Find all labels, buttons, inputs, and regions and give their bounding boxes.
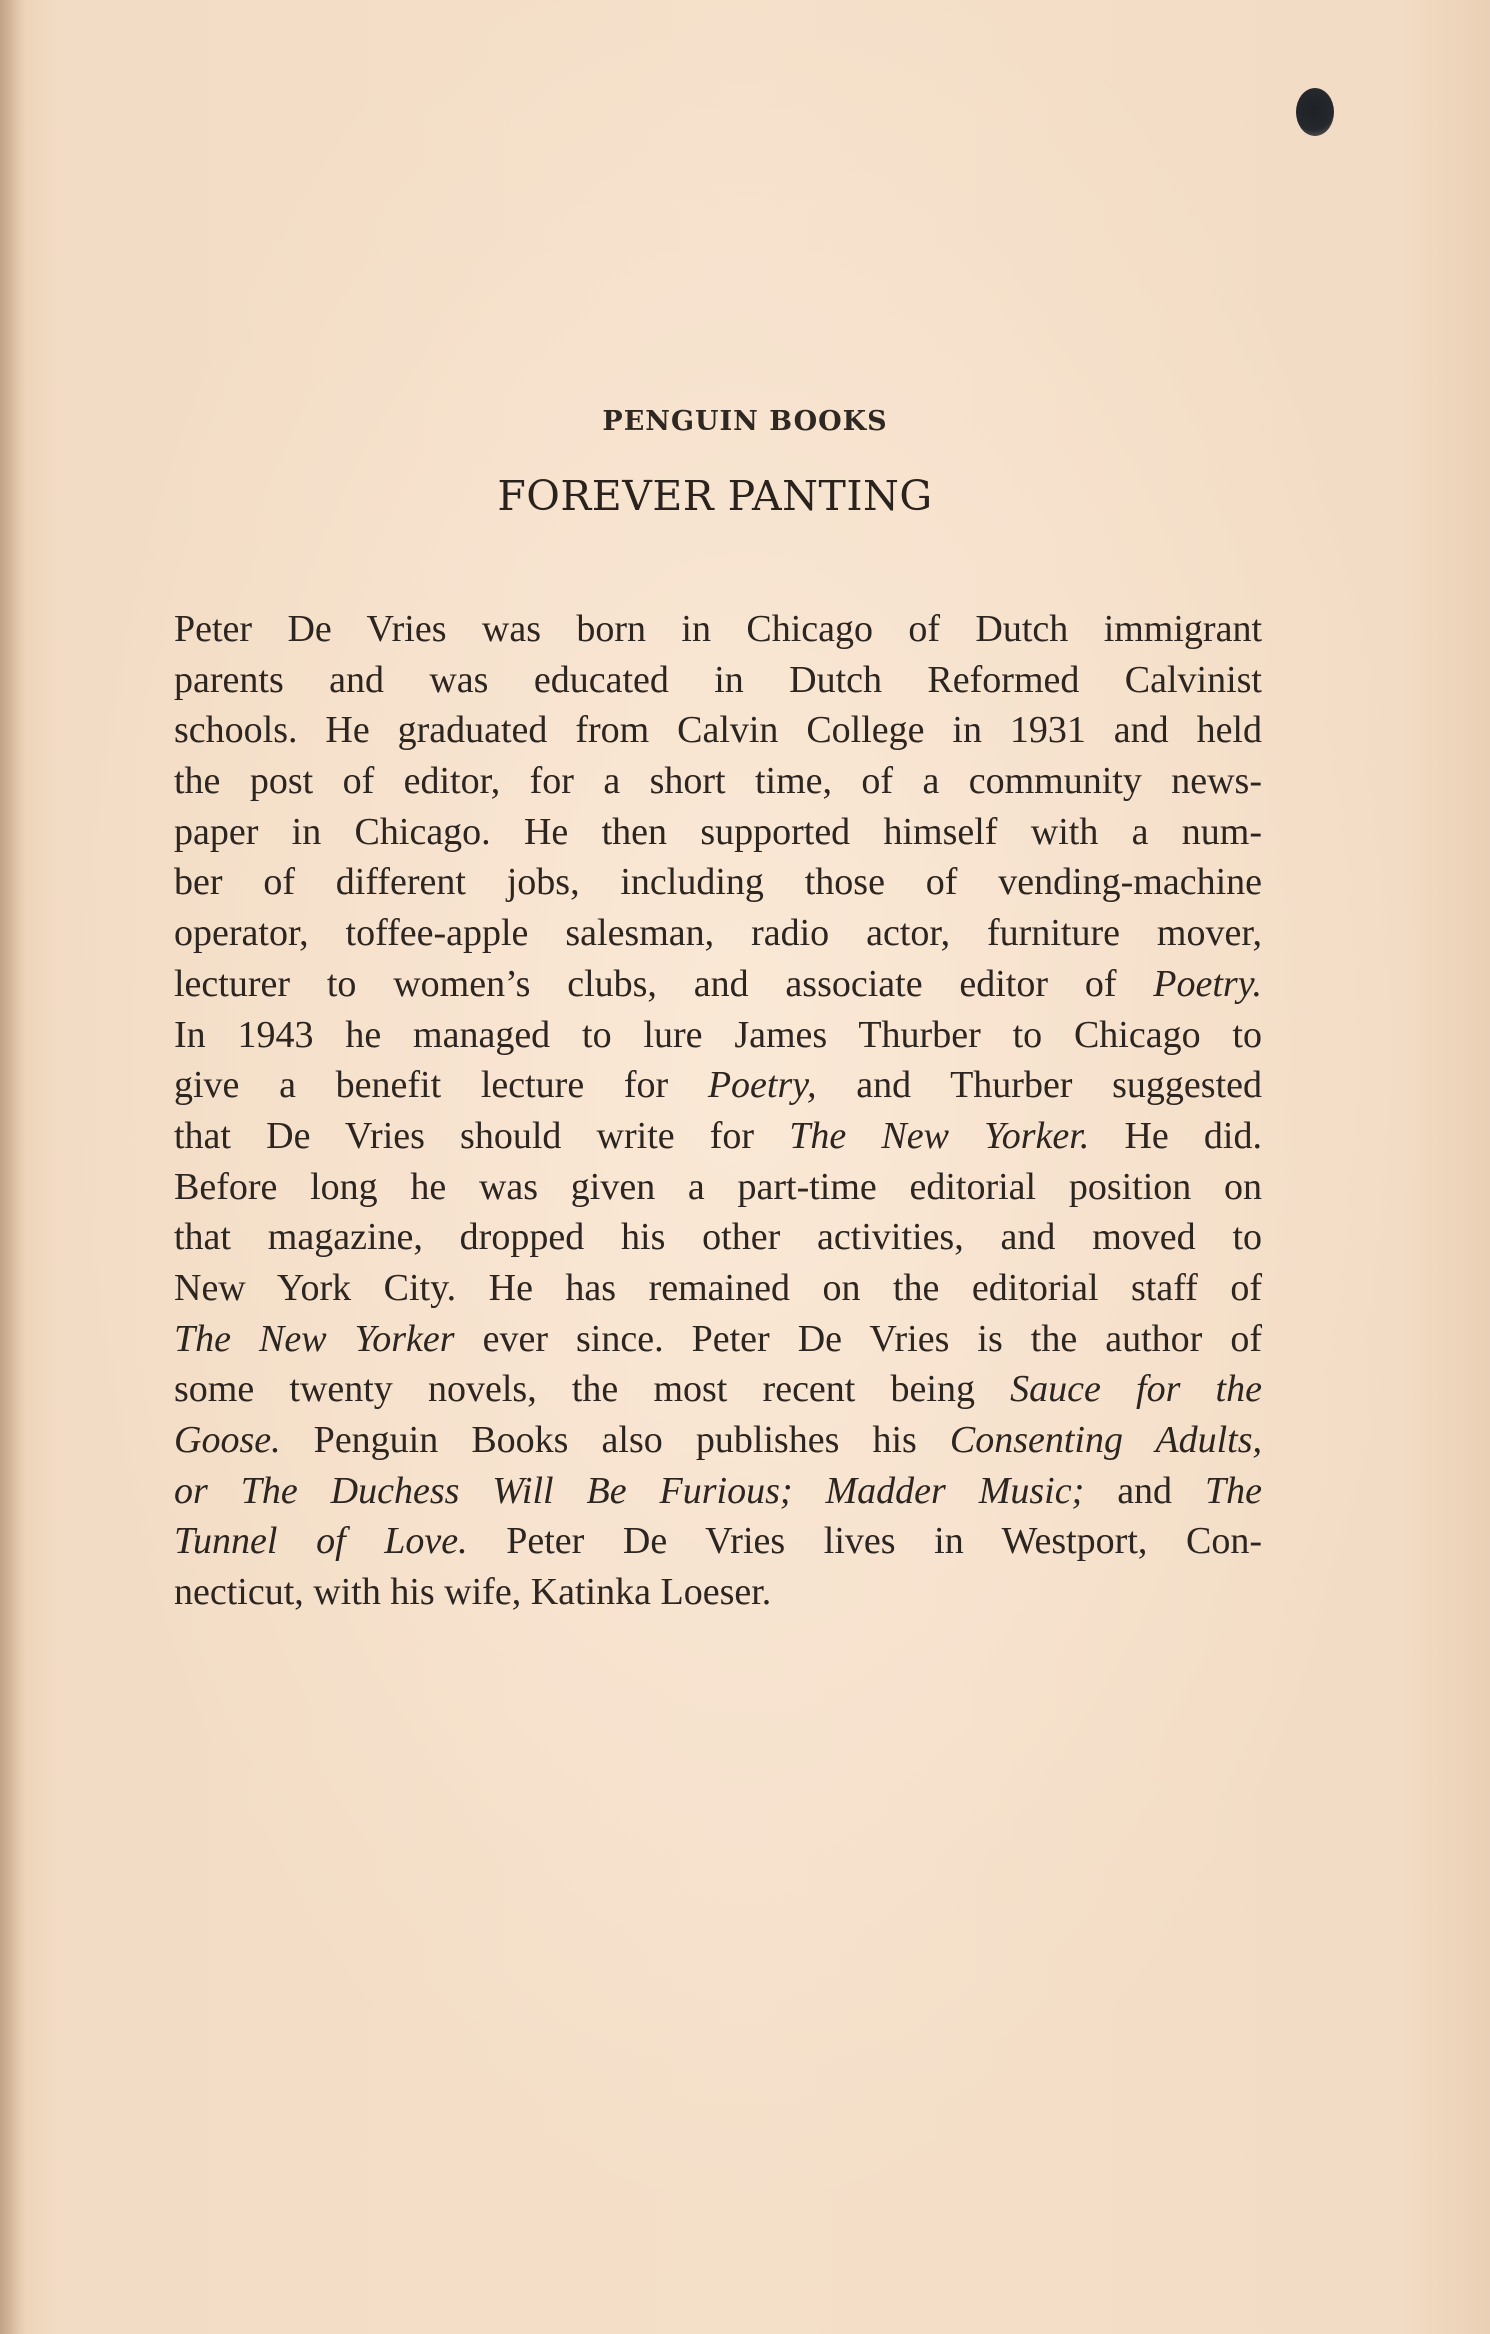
bio-text: and Thurber suggested: [816, 1064, 1263, 1107]
bio-line: [174, 756, 1262, 807]
bio-italic-title: The New Yorker: [174, 1317, 455, 1360]
bio-text: In 1943 he managed to lure James Thurber to Chicago to: [174, 1013, 1262, 1056]
ink-blot-mark: [1296, 88, 1334, 136]
bio-italic-title: Poetry.: [1153, 962, 1262, 1005]
bio-text: parents and was educated in Dutch Reformed Calvinist: [174, 658, 1262, 701]
bio-text: ber of different jobs, including those of vending-machine: [174, 861, 1262, 904]
bio-italic-title: Goose.: [174, 1419, 281, 1461]
bio-line: [174, 1111, 1262, 1162]
bio-italic-title: Poetry,: [707, 1064, 817, 1107]
bio-text: He did.: [1089, 1114, 1262, 1157]
bio-line: [174, 959, 1262, 1010]
bio-line: [174, 604, 1262, 655]
spine-shadow: [0, 0, 26, 2334]
bio-text: and: [1084, 1469, 1205, 1512]
bio-text: Penguin Books also publishes his: [280, 1419, 950, 1461]
bio-line: [174, 1567, 1262, 1618]
bio-line: [174, 705, 1262, 756]
bio-line: [174, 1060, 1262, 1111]
bio-line: [174, 1010, 1262, 1061]
bio-italic-title: Consenting Adults,: [949, 1419, 1262, 1461]
bio-line: [174, 807, 1262, 858]
bio-text: that magazine, dropped his other activities, and moved to: [174, 1216, 1262, 1259]
bio-text: the post of editor, for a short time, of a community news-: [174, 760, 1262, 803]
bio-text: schools. He graduated from Calvin College in 1931 and held: [174, 709, 1262, 752]
bio-italic-title: or The Duchess Will Be Furious; Madder Music;: [174, 1469, 1085, 1512]
bio-line: [174, 1364, 1262, 1415]
bio-text: ever since. Peter De Vries is the author of: [454, 1317, 1263, 1360]
bio-italic-title: The New Yorker.: [789, 1114, 1090, 1157]
series-heading: PENGUIN BOOKS: [602, 406, 888, 437]
bio-line: [174, 655, 1262, 706]
bio-text: Before long he was given a part-time editorial position on: [174, 1165, 1262, 1208]
bio-italic-title: Tunnel of Love.: [174, 1520, 468, 1563]
bio-italic-title: The: [1205, 1469, 1262, 1512]
bio-italic-title: Sauce for the: [1010, 1368, 1262, 1411]
bio-text: operator, toffee-apple salesman, radio actor, furniture mover,: [174, 912, 1262, 955]
bio-text: some twenty novels, the most recent being: [174, 1368, 1011, 1411]
bio-line: [174, 1415, 1262, 1466]
bio-line: [174, 1162, 1262, 1213]
bio-text: New York City. He has remained on the editorial staff of: [174, 1266, 1262, 1309]
bio-text: give a benefit lecture for: [174, 1064, 708, 1107]
bio-line: [174, 857, 1262, 908]
bio-text: necticut, with his wife, Katinka Loeser.: [174, 1571, 772, 1614]
book-title: FOREVER PANTING: [497, 472, 933, 520]
bio-line: [174, 1263, 1262, 1314]
bio-text: paper in Chicago. He then supported himself with a num-: [174, 810, 1262, 853]
bio-text: that De Vries should write for: [174, 1114, 790, 1157]
bio-text: Peter De Vries was born in Chicago of Dutch immigrant: [174, 608, 1262, 650]
bio-line: [174, 1212, 1262, 1263]
bio-line: [174, 908, 1262, 959]
bio-line: [174, 1466, 1262, 1517]
bio-line: [174, 1516, 1262, 1567]
bio-text: Peter De Vries lives in Westport, Con-: [467, 1520, 1262, 1563]
author-biography: [174, 604, 1262, 1618]
bio-text: lecturer to women’s clubs, and associate editor of: [174, 962, 1154, 1005]
bio-line: [174, 1314, 1262, 1365]
